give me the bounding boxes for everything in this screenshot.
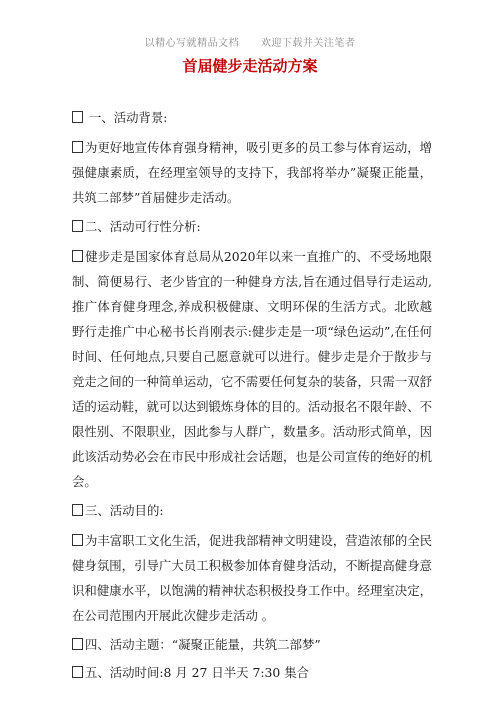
paragraph-background: 为更好地宣传体育强身精神，吸引更多的员工参与体育运动，增强健康素质，在经理室领导的支持下，我部将举办”凝聚正能量，共筑二部梦”首届健步走活动。 xyxy=(72,140,432,205)
checkbox-glyph-icon xyxy=(72,111,83,123)
section-heading-feasibility: 二、活动可行性分析: xyxy=(72,216,432,238)
header-note xyxy=(0,34,500,49)
header-note-left: 以精心写就精品文档 xyxy=(144,38,240,49)
section-heading-purpose: 三、活动目的: xyxy=(72,500,432,522)
checkbox-glyph-icon xyxy=(72,666,83,678)
section-heading-time: 五、活动时间:8 月 27 日半天 7:30 集合 xyxy=(72,662,432,684)
paragraph-feasibility: 健步走是国家体育总局从2020年以来一直推广的、不受场地限制、简便易行、老少皆宜的一种健身方法,旨在通过倡导行走运动,推广体育健身理念,养成积极健康、文明环保的生活方式。北欧越野行走推广中心秘书长肖刚表示:健步走是一项“绿色运动”,在任何时间、任何地点,只要自己愿意就可以进行。健步走是介于散步与竞走之间的一种简单运动，它不需要任何复杂的装备，只需一双舒适的运动鞋，就可以达到锻炼身体的目的。活动报名不限年龄、不限性别、不限职业，因此参与人群广，数量多。活动形式简单，因此该活动势必会在市民中形成社会话题，也是公司宣传的绝好的机会。 xyxy=(72,249,432,489)
checkbox-glyph-icon xyxy=(72,504,83,516)
checkbox-glyph-icon xyxy=(72,141,83,153)
section-heading-theme: 四、活动主题：“凝聚正能量，共筑二部梦” xyxy=(72,634,432,656)
paragraph-purpose: 为丰富职工文化生活，促进我部精神文明建设，营造浓郁的全民健身氛围，引导广大员工积极参加体育健身活动，不断提高健身意识和健康水平，以饱满的精神状态积极投身工作中。经理室决定，在公司范围内开展此次健步走活动 。 xyxy=(72,533,432,623)
checkbox-glyph-icon xyxy=(72,534,83,546)
section-heading-background: 一、活动背景: xyxy=(72,107,432,129)
checkbox-glyph-icon xyxy=(72,220,83,232)
document-body xyxy=(72,107,432,690)
document-title: 首届健步走活动方案 xyxy=(182,57,318,75)
checkbox-glyph-icon xyxy=(72,638,83,650)
checkbox-glyph-icon xyxy=(72,250,83,262)
header-note-right: 欢迎下载并关注笔者 xyxy=(260,38,356,49)
